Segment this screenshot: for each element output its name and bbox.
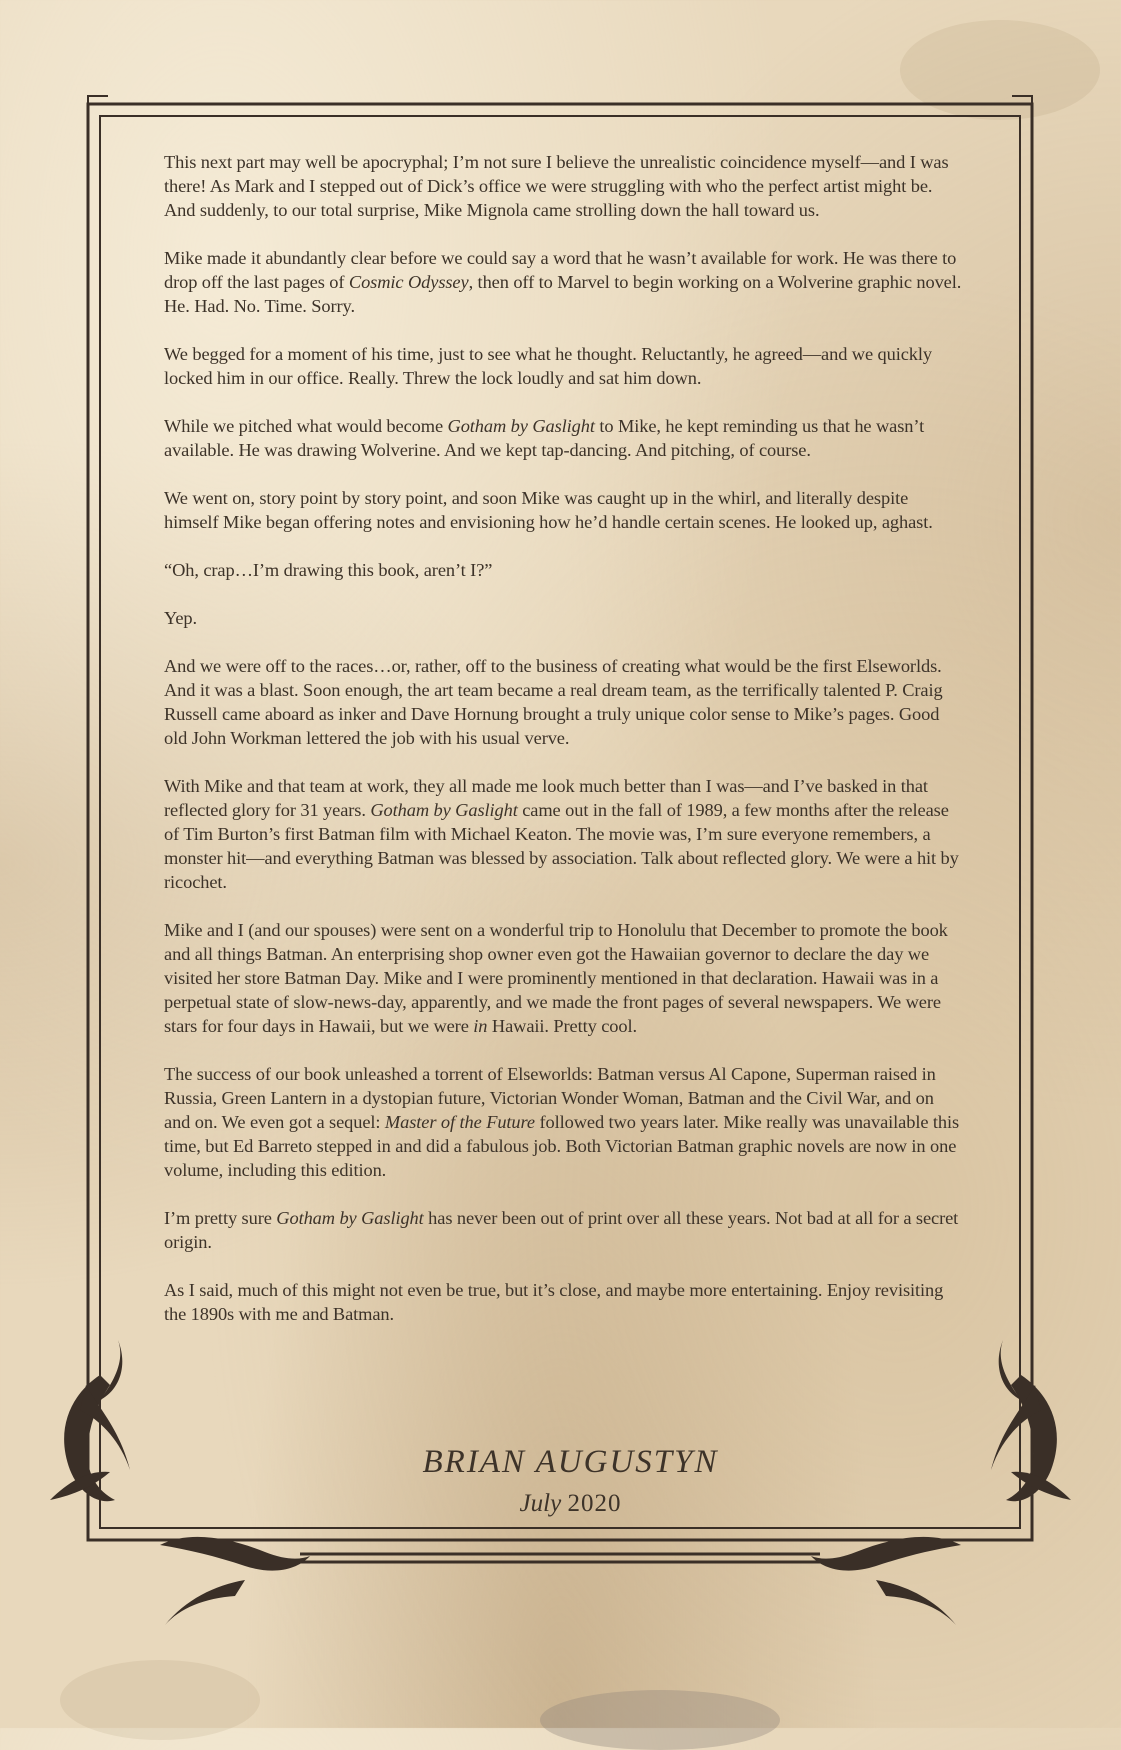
signature-date xyxy=(0,1490,1121,1518)
paragraph xyxy=(164,1206,964,1254)
text: Hawaii. Pretty cool. xyxy=(487,1016,637,1036)
paragraph xyxy=(164,918,964,1038)
letter-body xyxy=(164,150,964,1350)
author-signature: BRIAN AUGUSTYN xyxy=(422,1444,719,1480)
book-title: Cosmic Odyssey xyxy=(348,272,469,292)
text: has never been out of print over all these years. Not bad at all for a secret origin. xyxy=(164,1208,959,1252)
text: , then off to Marvel to begin working on a Wolverine graphic novel. He. Had. No. Time. Sorry. xyxy=(164,272,962,316)
paragraph: As I said, much of this might not even be true, but it’s close, and maybe more entertaining. Enjoy revisiting the 1890s with me and Batman. xyxy=(164,1280,944,1324)
paragraph xyxy=(164,246,964,318)
paragraph: Yep. xyxy=(164,608,197,628)
text: I’m pretty sure xyxy=(164,1208,277,1228)
book-title: Gotham by Gaslight xyxy=(276,1208,424,1228)
emphasis: in xyxy=(473,1016,488,1036)
book-title: Gotham by Gaslight xyxy=(370,800,518,820)
paragraph xyxy=(164,774,964,894)
paragraph: We begged for a moment of his time, just to see what he thought. Reluctantly, he agreed—and we quickly locked him in our office. Really. Threw the lock loudly and sat him down. xyxy=(164,344,933,388)
text: Mike made it abundantly clear before we could say a word that he wasn’t available for work. He was there to drop off the last pages of xyxy=(164,248,957,292)
paragraph xyxy=(164,1062,964,1182)
paragraph: This next part may well be apocryphal; I’m not sure I believe the unrealistic coincidence myself—and I was there! As Mark and I stepped out of Dick’s office we were struggling with who the perfect artist might be. And suddenly, to our total surprise, Mike Mignola came strolling down the hall toward us. xyxy=(164,152,949,220)
paragraph: And we were off to the races…or, rather, off to the business of creating what would be the first Elseworlds. And it was a blast. Soon enough, the art team became a real dream team, as the terrifically talented P. Craig Russell came aboard as inker and Dave Hornung brought a truly unique color sense to Mike’s pages. Good old John Workman lettered the job with his usual verve. xyxy=(164,656,943,748)
text: With Mike and that team at work, they all made me look much better than I was—and I’ve basked in that reflected glory for 31 years. xyxy=(164,776,928,820)
text: came out in the fall of 1989, a few months after the release of Tim Burton’s first Batman film with Michael Keaton. The movie was, I’m sure everyone remembers, a monster hit—and everything Batman was blessed by association. Talk about reflected glory. We were a hit by ricochet. xyxy=(164,800,959,892)
text: to Mike, he kept reminding us that he wasn’t available. He was drawing Wolverine. And we kept tap-dancing. And pitching, of course. xyxy=(164,416,925,460)
text: Mike and I (and our spouses) were sent on a wonderful trip to Honolulu that December to promote the book and all things Batman. An enterprising shop owner even got the Hawaiian governor to declare the day we visited her store Batman Day. Mike and I were prominently mentioned in that declaration. Hawaii was in a perpetual state of slow-news-day, apparently, and we made the front pages of several newspapers. We were stars for four days in Hawaii, but we were xyxy=(164,920,948,1036)
paragraph: “Oh, crap…I’m drawing this book, aren’t I?” xyxy=(164,560,493,580)
paragraph xyxy=(164,414,964,462)
date-month: July xyxy=(519,1490,562,1517)
book-title: Gotham by Gaslight xyxy=(447,416,595,436)
text: followed two years later. Mike really was unavailable this time, but Ed Barreto stepped in and did a fabulous job. Both Victorian Batman graphic novels are now in one volume, including this edition. xyxy=(164,1112,960,1180)
text: The success of our book unleashed a torrent of Elseworlds: Batman versus Al Capone, Superman raised in Russia, Green Lantern in a dystopian future, Victorian Wonder Woman, Batman and the Civil War, and on and on. We even got a sequel: xyxy=(164,1064,936,1132)
date-year: 2020 xyxy=(567,1490,622,1517)
paragraph: We went on, story point by story point, and soon Mike was caught up in the whirl, and literally despite himself Mike began offering notes and envisioning how he’d handle certain scenes. He looked up, aghast. xyxy=(164,488,933,532)
book-title: Master of the Future xyxy=(384,1112,535,1132)
text: While we pitched what would become xyxy=(164,416,448,436)
